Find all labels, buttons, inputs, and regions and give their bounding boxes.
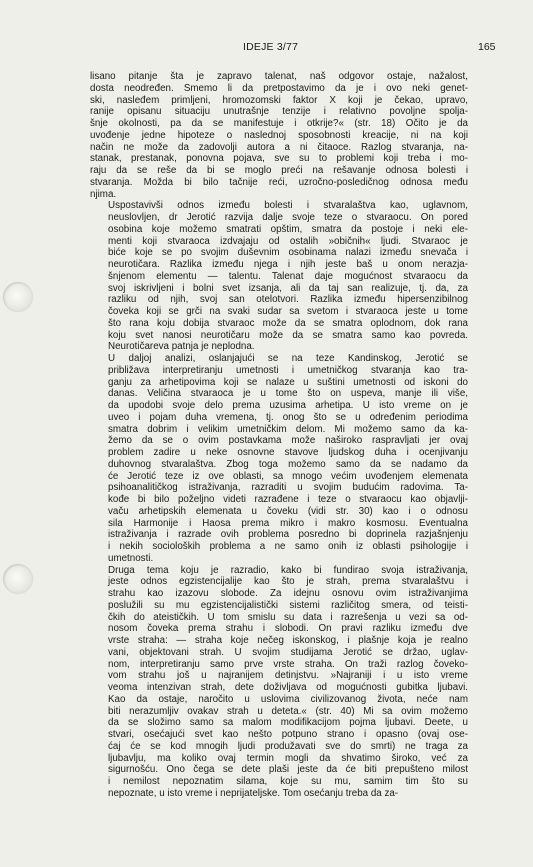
text-line: čoveka koji se grči na svaki sudar sa svetom i stvaraoca jeste u tome bbox=[108, 306, 468, 317]
text-line: U daljoj analizi, oslanjajući se na teze Kandinskog, Jerotić se bbox=[108, 353, 468, 364]
text-line: da se složimo samo sa malom modifikacijom pojma ljubavi. Deete, u bbox=[108, 717, 468, 729]
punch-hole bbox=[3, 282, 33, 312]
text-line: veoma intenzivan strah, dete doživljava od mogućnosti gubitka ljubavi. bbox=[108, 682, 468, 693]
text-line: neuslovljen, dr Jerotić razvija dalje svoje teze o stvaraocu. On pored bbox=[108, 212, 468, 223]
text-line: umetnosti. bbox=[108, 552, 154, 564]
text-line: biti nerazumljiv ovakav strah u deteta.« (str. 40) Mi sa ovim možemo bbox=[108, 705, 468, 717]
text-line: šnjenom elementu — talentu. Talenat daje mogućnost stvaraocu da bbox=[108, 270, 468, 282]
text-line: uvođenje jedne hipoteze o naslednoj sposobnosti kreacije, ni na koji bbox=[90, 129, 468, 141]
text-line: njima. bbox=[90, 188, 117, 200]
text-line: vrste straha: — straha koje nečeg iskonskog, i plašnje koja je realno bbox=[108, 635, 468, 646]
text-line: Neurotičareva patnja je neplodna. bbox=[108, 341, 255, 353]
text-line: i nekih socioloških problema a ne samo onih iz oblasti psihologije i bbox=[108, 541, 468, 552]
text-line: ljubavlju, ma koliko ovaj termin mogli da shvatimo široko, već za bbox=[108, 752, 468, 764]
text-line: uveo i pojam duha vremena, tj. onog što se u određenim periodima bbox=[108, 411, 468, 423]
text-line: psihoanalitičkog istraživanja, razraditi u svojim budućim radovima. Ta- bbox=[108, 482, 468, 494]
text-line: da upodobi svoje delo prema uzusima arhetipa. U isto vreme on je bbox=[108, 400, 468, 411]
text-line: menti koji stvaraoca izdvajaju od ostalih »običnih« ljudi. Stvaraoc je bbox=[108, 235, 468, 247]
text-line: šnje okolnosti, pa da se manifestuje i otkrije?« (str. 18) Očito je da bbox=[90, 118, 468, 129]
text-line: razliku od njih, svoj san otelotvori. Razlika između hipersenzibilnog bbox=[108, 294, 468, 306]
text-line: neurotičara. Razlika između njega i njih jeste baš u onom nerazja- bbox=[108, 259, 468, 270]
text-line: nosom čoveka prema strahu i slobodi. On pravi razliku između dve bbox=[108, 623, 468, 635]
page-number: 165 bbox=[478, 41, 496, 53]
page-header bbox=[0, 41, 533, 55]
paragraph bbox=[90, 200, 468, 353]
text-line: biće koje se po svojim duševnim osobinama nalazi između snevača i bbox=[108, 247, 468, 259]
text-line: način ne može da zadovolji autora a ni čitaoce. Razlog stvaranja, na- bbox=[90, 141, 468, 153]
paragraph bbox=[90, 71, 468, 200]
paragraph bbox=[90, 353, 468, 565]
text-line: problem zadire u neke osnovne stavove ljudskog duha i ocenjivanju bbox=[108, 447, 468, 458]
text-line: koju svet nanosi neurotičaru može da se smatra samo kao povreda. bbox=[108, 329, 468, 341]
text-line: vani, objektovani strah. U svojim studijama Jerotić se držao, uglav- bbox=[108, 646, 468, 658]
text-line: čkih do ateističkih. U tom smislu su data i razrešenja u vezi sa od- bbox=[108, 611, 468, 623]
paragraph bbox=[90, 565, 468, 800]
text-line: stvaranja. Možda bi bilo tačnije reći, uzročno-posledičnog odnosa među bbox=[90, 176, 468, 188]
text-line: strahu kao izazovu slobode. Za idejnu osnovu ovim istraživanjima bbox=[108, 588, 468, 599]
text-line: istraživanja i razrade ovih problema posredno bi doprinela razjašnjenju bbox=[108, 529, 468, 541]
text-line: jeste odnos egzistencijalije kao što je strah, prema stvaralaštvu i bbox=[108, 576, 468, 588]
text-line: što rana koju dobija stvaraoc može da se smatra oplodnom, dok rana bbox=[108, 317, 468, 329]
text-line: vaču arhetipskih elemenata u čoveku (vidi str. 30) kao i o odnosu bbox=[108, 505, 468, 517]
text-line: Uspostavivši odnos između bolesti i stvaralaštva kao, uglavnom, bbox=[108, 200, 468, 212]
text-line: poslužili su mu egzistencijalistički sistemi različitog smera, od teisti- bbox=[108, 599, 468, 611]
text-line: danas. Veličina stvaraoca je u tome što on uspeva, manje ili više, bbox=[108, 388, 468, 400]
text-line: stanak, prestanak, ponovna pojava, sve su to problemi koji treba i mo- bbox=[90, 153, 468, 165]
text-line: će Jerotić teze iz ove oblasti, sa mnogo većim uvođenjem elemenata bbox=[108, 470, 468, 482]
text-line: lisano pitanje šta je zapravo talenat, naš odgovor ostaje, nažalost, bbox=[90, 71, 468, 82]
text-line: stvari, osećajući svet kao nešto potpuno strano i opasno (ovaj ose- bbox=[108, 729, 468, 740]
text-line: žemo da se o ovim postavkama može naširoko raspravljati jer ovaj bbox=[108, 435, 468, 447]
text-line: kođe bi bilo poželjno videti razrađene i teze o stvaraocu kao objavlji- bbox=[108, 494, 468, 505]
text-line: sila Harmonije i Haosa prema mikro i makro kosmosu. Eventualna bbox=[108, 517, 468, 529]
running-title: IDEJE 3/77 bbox=[243, 41, 299, 53]
text-line: dosta neodređen. Smemo li da pretpostavimo da je i ovo neki genet- bbox=[90, 82, 468, 94]
text-line: vom strahu još u najranijem detinjstvu. »Najraniji i u isto vreme bbox=[108, 670, 468, 682]
text-line: smatra dobrim i velikim umetničkim delom. Mi možemo samo da ka- bbox=[108, 423, 468, 435]
text-line: svoj iskrivljeni i bolni svet izsanja, ali da taj san realizuje, tj. da, za bbox=[108, 282, 468, 294]
text-line: nom, interpretiranju samo prve vrste straha. On traži razlog čoveko- bbox=[108, 658, 468, 670]
text-line: raju da se reše da bi se moglo preći na rešavanje odnosa bolesti i bbox=[90, 165, 468, 176]
text-line: nepoznate, u isto vreme i neprijateljske. Tom osećanju treba da za- bbox=[108, 787, 399, 799]
text-line: ćaj će se kod mnogih ljudi produžavati sve do smrti) ne traga za bbox=[108, 740, 468, 752]
text-line: osobina koje možemo smatrati opštim, smatra da postoje i neki ele- bbox=[108, 223, 468, 235]
text-line: duhovnog stvaralaštva. Zbog toga možemo samo da se nadamo da bbox=[108, 458, 468, 470]
text-line: ski, nasleđem primljeni, hromozomski faktor X koji je čekao, upravo, bbox=[90, 94, 468, 106]
text-line: sigurnošću. Ono čega se dete plaši jeste da će biti prepušteno milost bbox=[108, 764, 468, 776]
text-line: Druga tema koju je razradio, kako bi fundirao svoja istraživanja, bbox=[108, 564, 468, 576]
text-line: ganju za arhetipovima koji se nalaze u suštini umetnosti od iskoni do bbox=[108, 376, 468, 388]
text-line: ranije opisanu situaciju unutrašnje tenzije i relativno povoljne spolja- bbox=[90, 106, 468, 118]
text-line: približava interpretiranju umetnosti i umetničkog stvaranja kao tra- bbox=[108, 364, 468, 376]
body-text bbox=[90, 71, 468, 800]
text-line: Kao da ostaje, naročito u uslovima civilizovanog života, neće nam bbox=[108, 693, 468, 705]
text-line: i nemilost nepoznatim silama, koje su mu, samim tim što su bbox=[108, 776, 468, 787]
punch-hole bbox=[3, 564, 33, 594]
